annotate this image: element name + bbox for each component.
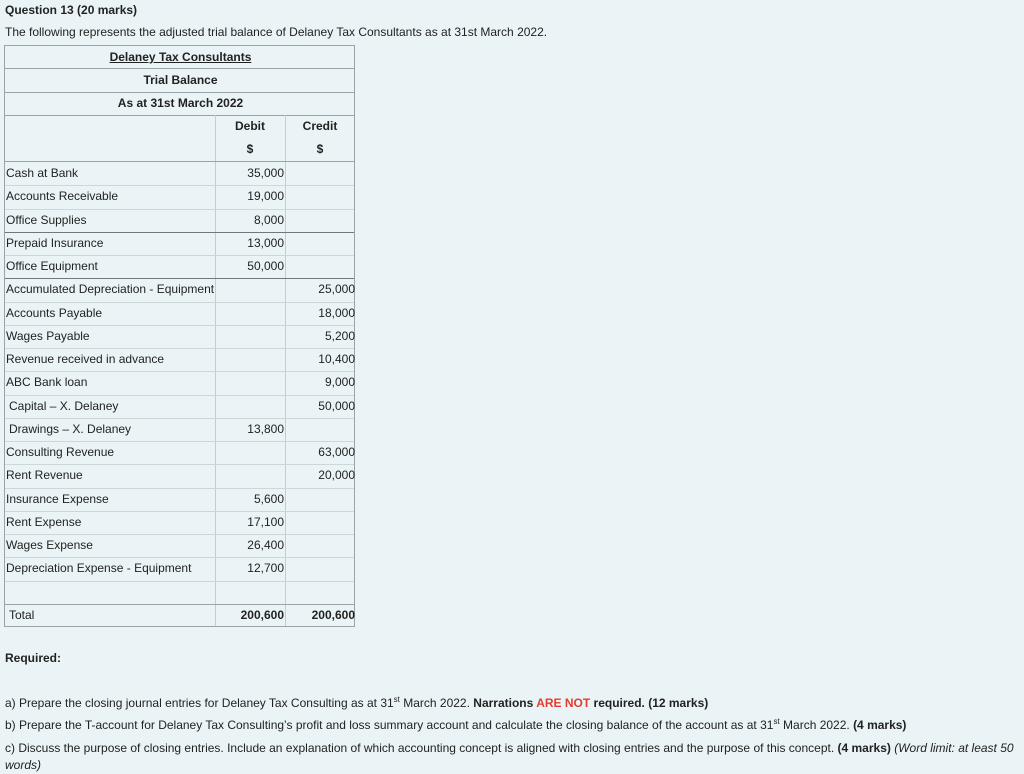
table-row: [5, 232, 356, 255]
account-name: Drawings – X. Delaney: [9, 421, 132, 436]
account-name: Revenue received in advance: [6, 352, 165, 366]
total-label: Total: [9, 607, 35, 622]
required-label: Required:: [5, 651, 62, 665]
total-debit: 200,600: [240, 607, 284, 622]
debit-amount: 13,800: [247, 421, 284, 436]
debit-amount: 26,400: [247, 538, 284, 552]
debit-amount: 17,100: [247, 514, 284, 529]
table-row: [5, 464, 356, 487]
credit-amount: 5,200: [324, 328, 355, 343]
table-row: [5, 441, 356, 464]
company-name: Delaney Tax Consultants: [109, 50, 252, 64]
table-row: [5, 371, 356, 394]
debit-header: Debit: [235, 119, 265, 133]
account-name: Accounts Receivable: [6, 189, 119, 204]
question-title: Question 13 (20 marks): [5, 3, 138, 17]
trial-balance-table: [4, 45, 355, 627]
debit-amount: 50,000: [247, 259, 284, 273]
account-name: Prepaid Insurance: [6, 235, 104, 250]
credit-unit: $: [316, 142, 324, 156]
table-row: [5, 418, 356, 441]
account-name: Rent Revenue: [6, 468, 83, 483]
table-row: [5, 348, 356, 371]
credit-amount: 25,000: [318, 282, 355, 297]
account-name: Wages Expense: [6, 538, 93, 552]
table-row: [5, 278, 356, 301]
debit-unit: $: [246, 142, 254, 156]
credit-amount: 9,000: [324, 375, 355, 390]
account-name: Wages Payable: [6, 328, 90, 343]
table-row: [5, 534, 356, 557]
account-name: Office Equipment: [6, 259, 98, 273]
account-name: Capital – X. Delaney: [9, 398, 119, 413]
table-row: [5, 511, 356, 534]
statement-title: Trial Balance: [143, 73, 218, 87]
account-name: Insurance Expense: [6, 491, 109, 506]
total-row: [5, 604, 356, 627]
required-part-c: c) Discuss the purpose of closing entries. Include an explanation of which accounting concept is aligned with closing entries and the purpose of this concept. (4 marks) (Word limit: at least 50 words): [5, 741, 1014, 772]
debit-amount: 35,000: [247, 166, 284, 180]
table-row: [5, 325, 356, 348]
table-row: [5, 162, 356, 185]
statement-date: As at 31st March 2022: [117, 96, 244, 110]
credit-amount: 10,400: [318, 352, 355, 366]
table-row: [5, 488, 356, 511]
table-row: [5, 302, 356, 325]
account-name: Consulting Revenue: [6, 445, 115, 459]
required-part-a: a) Prepare the closing journal entries for Delaney Tax Consulting as at 31st March 2022. Narrations ARE NOT required. (12 marks): [5, 695, 709, 710]
debit-amount: 8,000: [253, 212, 284, 227]
question-intro: The following represents the adjusted trial balance of Delaney Tax Consultants as at 31st March 2022.: [5, 25, 548, 39]
debit-amount: 5,600: [253, 491, 284, 506]
account-name: Office Supplies: [6, 212, 87, 227]
debit-amount: 19,000: [247, 189, 284, 204]
account-name: Accounts Payable: [6, 305, 103, 320]
total-credit: 200,600: [311, 607, 355, 622]
required-part-b: b) Prepare the T-account for Delaney Tax Consulting’s profit and loss summary account and calculate the closing balance of the account as at 31st March 2022. (4 marks): [5, 717, 907, 732]
credit-amount: 50,000: [318, 398, 355, 413]
credit-header: Credit: [302, 119, 338, 133]
table-row: [5, 395, 356, 418]
table-row: [5, 557, 356, 580]
table-row: [5, 185, 356, 208]
credit-amount: 20,000: [318, 468, 355, 483]
debit-amount: 13,000: [247, 235, 284, 250]
table-row: [5, 209, 356, 232]
account-name: ABC Bank loan: [6, 375, 88, 390]
account-name: Rent Expense: [6, 514, 82, 529]
credit-amount: 18,000: [318, 305, 355, 320]
credit-amount: 63,000: [318, 445, 355, 459]
account-name: Cash at Bank: [6, 166, 79, 180]
account-name: Depreciation Expense - Equipment: [6, 561, 192, 576]
debit-amount: 12,700: [247, 561, 284, 576]
account-name: Accumulated Depreciation - Equipment: [6, 282, 215, 297]
table-row: [5, 255, 356, 278]
